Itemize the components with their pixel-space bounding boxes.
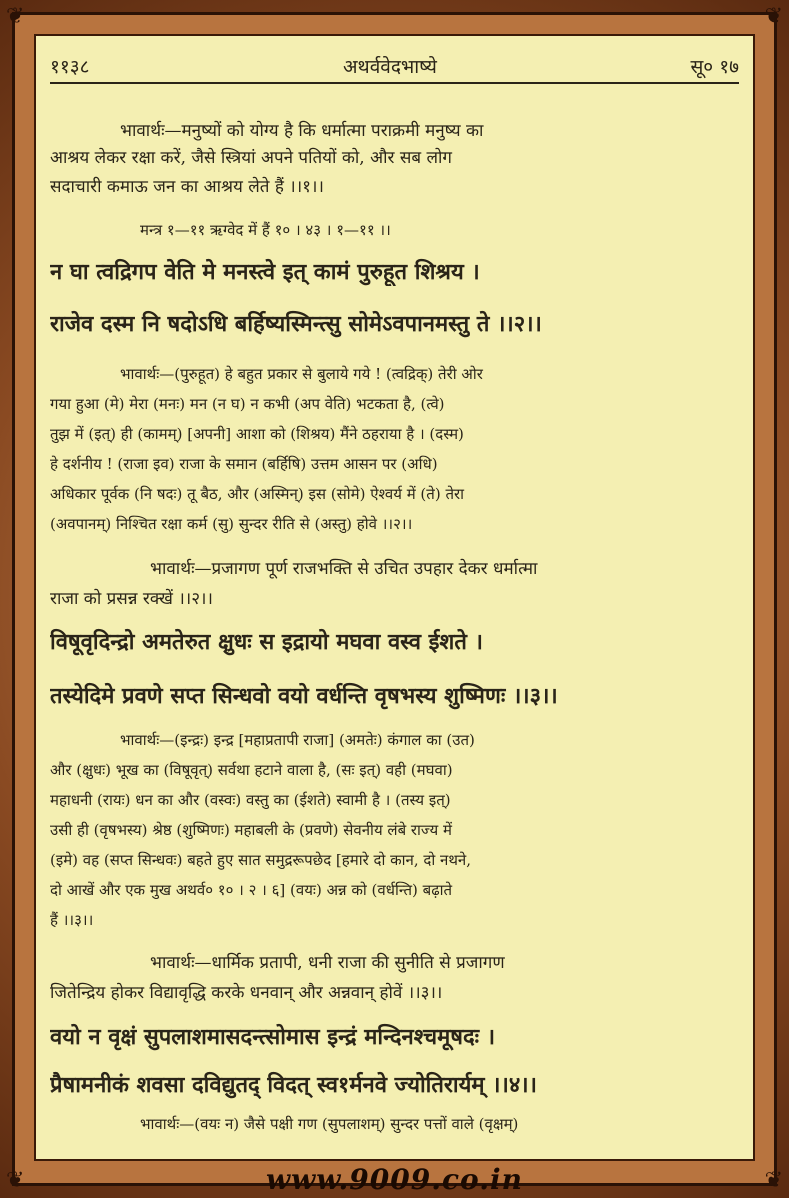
text-line: उसी ही (वृषभस्य) श्रेष्ठ (शुष्मिणः) महाबली के (प्रवणे) सेवनीय लंबे राज्य में [50, 821, 452, 839]
text-line: जितेन्द्रिय होकर विद्यावृद्धि करके धनवान् और अन्नवान् होवें ।।३।। [50, 983, 443, 1003]
text-line: भावार्थः—मनुष्यों को योग्य है कि धर्मात्मा पराक्रमी मनुष्य का [120, 121, 484, 141]
mantra-line: वयो न वृक्षं सुपलाशमासदन्त्सोमास इन्द्रं मन्दिनश्चमूषदः । [50, 1024, 496, 1050]
text-line: अधिकार पूर्वक (नि षदः) तू बैठ, और (अस्मिन्) इस (सोमे) ऐश्वर्य में (ते) तेरा [50, 485, 465, 503]
text-line: आश्रय लेकर रक्षा करें, जैसे स्त्रियां अपने पतियों को, और सब लोग [50, 148, 452, 168]
text-line: हे दर्शनीय ! (राजा इव) राजा के समान (बर्हिषि) उत्तम आसन पर (अधि) [50, 455, 438, 473]
book-page [34, 34, 755, 1161]
text-line: भावार्थः—धार्मिक प्रतापी, धनी राजा की सुनीति से प्रजागण [150, 953, 505, 973]
corner-ornament-icon: ❦ [764, 1168, 783, 1193]
page-header [50, 52, 739, 80]
website-footer: www.9009.co.in [266, 1163, 523, 1196]
text-line: दो आखें और एक मुख अथर्व० १० । २ । ६] (वयः) अन्न को (वर्धन्ति) बढ़ाते [50, 881, 453, 899]
text-line: भावार्थः—(पुरुहूत) हे बहुत प्रकार से बुलाये गये ! (त्वद्रिक्) तेरी ओर [120, 365, 483, 383]
text-line: मन्त्र १—११ ऋग्वेद में हैं १० । ४३ । १—११ ।। [140, 221, 391, 239]
corner-ornament-icon: ❦ [6, 1168, 25, 1193]
page-title: अथर्ववेदभाष्ये [343, 56, 437, 78]
text-line: महाधनी (रायः) धन का और (वस्वः) वस्तु का (ईशते) स्वामी है । (तस्य इत्) [50, 791, 451, 809]
mantra-line: न घा त्वद्रिगप वेति मे मनस्त्वे इत् कामं पुरुहूत शिश्रय । [50, 259, 480, 285]
text-line: हैं ।।३।। [50, 911, 94, 929]
mantra-line: प्रैषामनीकं शवसा दविद्युतद् विदत् स्व१र्मनवे ज्योतिरार्यम् ।।४।। [50, 1072, 537, 1098]
text-line: सदाचारी कमाऊ जन का आश्रय लेते हैं ।।१।। [50, 177, 324, 197]
text-line: भावार्थः—(इन्द्रः) इन्द्र [महाप्रतापी राजा] (अमतेः) कंगाल का (उत) [120, 731, 475, 749]
corner-ornament-icon: ❦ [6, 4, 25, 29]
header-rule [50, 82, 739, 84]
text-line: भावार्थः—प्रजागण पूर्ण राजभक्ति से उचित उपहार देकर धर्मात्मा [150, 559, 538, 579]
mantra-line: तस्येदिमे प्रवणे सप्त सिन्धवो वयो वर्धन्ति वृषभस्य शुष्मिणः ।।३।। [50, 683, 558, 709]
text-line: (इमे) वह (सप्त सिन्धवः) बहते हुए सात समुद्ररूपछेद [हमारे दो कान, दो नथने, [50, 851, 472, 869]
mantra-line: विषूवृदिन्द्रो अमतेरुत क्षुधः स इद्रायो मघवा वस्व ईशते । [50, 629, 483, 655]
text-line: तुझ में (इत्) ही (कामम्) [अपनी] आशा को (शिश्रय) मैंने ठहराया है । (दस्म) [50, 425, 464, 443]
page-number: ११३८ [50, 56, 90, 78]
text-line: (अवपानम्) निश्चित रक्षा कर्म (सु) सुन्दर रीति से (अस्तु) होवे ।।२।। [50, 515, 413, 533]
text-line: भावार्थः—(वयः न) जैसे पक्षी गण (सुपलाशम्) सुन्दर पत्तों वाले (वृक्षम्) [140, 1115, 519, 1133]
mantra-line: राजेव दस्म नि षदोऽधि बर्हिष्यस्मिन्त्सु सोमेऽवपानमस्तु ते ।।२।। [50, 311, 542, 337]
corner-ornament-icon: ❦ [764, 4, 783, 29]
text-line: और (क्षुधः) भूख का (विषूवृत्) सर्वथा हटाने वाला है, (सः इत्) वही (मघवा) [50, 761, 453, 779]
text-line: राजा को प्रसन्न रक्खें ।।२।। [50, 589, 213, 609]
text-line: गया हुआ (मे) मेरा (मनः) मन (न घ) न कभी (अप वेति) भटकता है, (त्वे) [50, 395, 445, 413]
sukta-number: सू० १७ [690, 56, 739, 78]
